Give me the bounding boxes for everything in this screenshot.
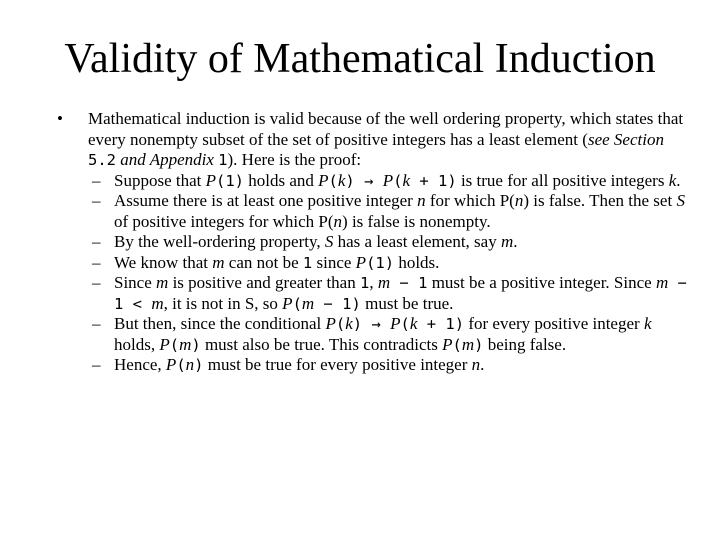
math-italic-segment: m	[179, 334, 192, 354]
proof-step	[57, 355, 687, 376]
proof-step	[57, 314, 687, 355]
math-segment: (1)	[366, 253, 395, 272]
math-segment: + 1)	[417, 315, 465, 333]
math-segment: − 1)	[314, 294, 361, 313]
dash-marker: –	[92, 252, 101, 272]
math-italic-segment: and Appendix	[116, 150, 219, 169]
text-segment: ,	[369, 273, 378, 292]
dash-marker: –	[92, 355, 101, 374]
proof-step	[57, 191, 687, 232]
text-segment: must be true.	[360, 293, 454, 313]
proof-step-text	[114, 232, 517, 251]
math-segment: (	[328, 171, 338, 190]
text-segment: is positive and greater than	[168, 273, 360, 292]
math-italic-segment: P	[390, 314, 401, 333]
proof-steps-list	[57, 171, 687, 376]
text-segment: for which P(	[425, 191, 515, 210]
proof-step-text	[114, 314, 651, 354]
math-italic-segment: S	[676, 191, 685, 210]
text-segment: Hence,	[114, 355, 166, 374]
text-segment: .	[513, 232, 518, 251]
math-segment: )	[194, 356, 204, 374]
math-segment: (	[400, 315, 410, 333]
math-italic-segment: P	[205, 170, 216, 190]
math-italic-segment: k	[345, 314, 353, 333]
math-segment: (	[452, 335, 462, 354]
math-italic-segment: n	[471, 355, 481, 374]
math-segment: (	[292, 294, 302, 313]
proof-step-text	[114, 355, 484, 374]
dash-marker: –	[92, 273, 101, 292]
math-italic-segment: n	[514, 191, 524, 210]
text-segment: Suppose that	[114, 170, 206, 190]
text-segment: can not be	[224, 252, 303, 272]
math-segment: 1	[359, 274, 370, 292]
math-segment: (	[169, 335, 180, 354]
math-italic-segment: m	[655, 273, 669, 292]
proof-step	[57, 273, 687, 314]
math-segment: )	[474, 335, 484, 354]
text-segment: Since	[114, 273, 157, 292]
math-segment: ) →	[345, 171, 383, 190]
proof-step	[57, 253, 687, 274]
dash-marker: –	[92, 314, 101, 333]
proof-step	[57, 232, 687, 253]
text-segment: Mathematical induction is valid because of the well ordering property, which states that every nonempty subset of the set of positive integers has a least element (	[88, 109, 684, 149]
math-segment: − 1 <	[114, 274, 687, 313]
bullet-marker: •	[57, 109, 63, 128]
math-italic-segment: P	[382, 170, 394, 190]
proof-step-text	[114, 273, 687, 313]
math-italic-segment: see Section	[587, 129, 664, 149]
text-segment: for every positive integer	[464, 314, 644, 333]
math-segment: ) →	[352, 315, 391, 333]
math-segment: (	[176, 356, 186, 374]
main-bullet	[57, 109, 687, 171]
text-segment: ) is false is nonempty.	[342, 211, 491, 231]
text-segment: holds.	[394, 252, 440, 272]
text-segment: ) is false. Then the set	[523, 191, 677, 210]
text-segment: .	[676, 170, 681, 190]
math-italic-segment: m	[301, 293, 315, 313]
math-italic-segment: m	[377, 273, 391, 292]
math-italic-segment: S	[324, 232, 334, 251]
math-segment: 1	[218, 151, 228, 169]
intro-paragraph	[88, 109, 683, 169]
text-segment: must be true for every positive integer	[203, 355, 472, 374]
slide-body	[57, 109, 687, 376]
math-segment: − 1	[390, 274, 428, 292]
text-segment: By the well-ordering property,	[114, 232, 325, 251]
math-italic-segment: k	[668, 170, 677, 190]
text-segment: holds,	[114, 334, 160, 354]
text-segment: being false.	[483, 334, 567, 354]
text-segment: must be a positive integer. Since	[427, 273, 656, 292]
text-segment: But then, since the conditional	[114, 314, 326, 333]
text-segment: has a least element, say	[333, 232, 501, 251]
math-italic-segment: n	[417, 191, 426, 210]
math-italic-segment: P	[165, 355, 177, 374]
proof-step-text	[114, 191, 685, 231]
math-italic-segment: k	[643, 314, 652, 333]
math-italic-segment: m	[156, 273, 169, 292]
math-italic-segment: k	[409, 314, 418, 333]
math-segment: + 1)	[410, 171, 457, 190]
math-italic-segment: n	[333, 211, 343, 231]
math-italic-segment: m	[500, 232, 514, 251]
math-italic-segment: P	[159, 334, 170, 354]
slide-title: Validity of Mathematical Induction	[64, 36, 656, 82]
math-italic-segment: k	[402, 170, 411, 190]
text-segment: Assume there is at least one positive integer	[114, 191, 418, 210]
text-segment: is true for all positive integers	[456, 170, 669, 190]
math-italic-segment: m	[151, 293, 164, 313]
math-segment: (1)	[216, 171, 244, 190]
math-segment: (	[393, 171, 403, 190]
text-segment: since	[312, 252, 356, 272]
proof-step	[57, 171, 687, 192]
math-italic-segment: P	[355, 252, 367, 272]
math-italic-segment: P	[282, 293, 293, 313]
proof-step-text	[114, 253, 439, 272]
text-segment: of positive integers for which P(	[114, 211, 334, 231]
proof-step-text	[114, 171, 680, 190]
text-segment: .	[480, 355, 485, 374]
math-italic-segment: k	[337, 170, 346, 190]
math-italic-segment: P	[442, 334, 453, 354]
text-segment: holds and	[244, 170, 319, 190]
math-segment: 5.2	[88, 151, 116, 169]
text-segment: , it is not in S, so	[163, 293, 283, 313]
math-italic-segment: P	[318, 170, 329, 190]
text-segment: We know that	[114, 252, 213, 272]
dash-marker: –	[92, 232, 101, 251]
text-segment: ). Here is the proof:	[227, 150, 362, 169]
math-segment: )	[191, 335, 201, 354]
dash-marker: –	[92, 191, 101, 210]
math-segment: (	[335, 315, 346, 333]
dash-marker: –	[92, 170, 101, 190]
math-italic-segment: m	[461, 334, 475, 354]
math-italic-segment: m	[212, 252, 225, 272]
text-segment: must also be true. This contradicts	[200, 334, 443, 354]
math-italic-segment: P	[325, 314, 336, 333]
math-segment: 1	[302, 253, 313, 272]
math-italic-segment: n	[185, 355, 195, 374]
